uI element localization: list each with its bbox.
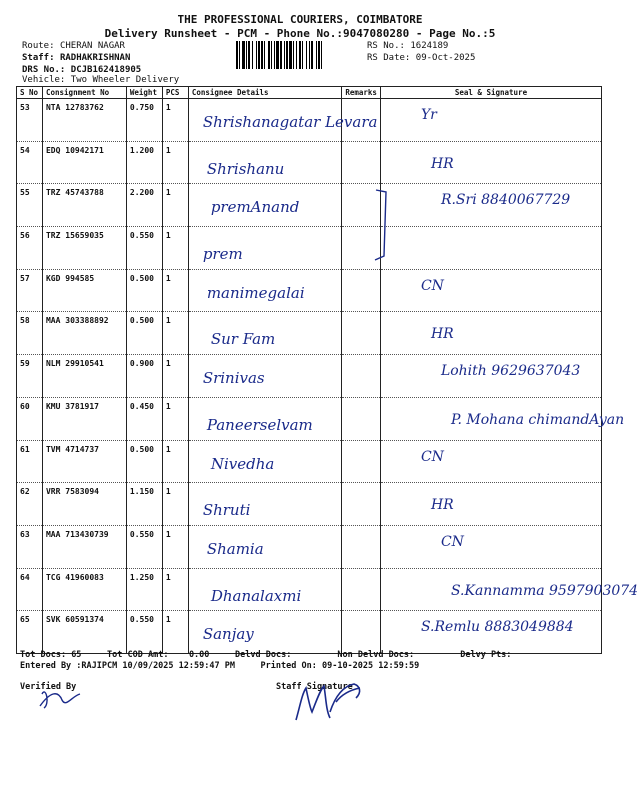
consignee-cell — [188, 440, 342, 483]
consignment-no-cell: NLM 29910541 — [42, 355, 126, 398]
consignee-cell — [188, 99, 378, 142]
barcode-bar — [256, 41, 257, 69]
remarks-cell — [342, 440, 381, 483]
table-row — [17, 525, 602, 568]
signature-handwriting: S.Remlu 8883049884 — [420, 619, 574, 636]
table-row — [17, 568, 602, 611]
sno-cell: 65 — [17, 611, 43, 654]
consignee-cell — [188, 184, 342, 227]
weight-cell: 0.550 — [126, 611, 162, 654]
col-header-sno: S No — [17, 87, 43, 99]
staff-signature-mark — [290, 676, 370, 726]
col-header-weight: Weight — [126, 87, 162, 99]
signature-handwriting: P. Mohana chimandAyan — [450, 411, 625, 428]
consignee-handwriting: Shrishanu — [206, 159, 285, 178]
rs-no-value: 1624189 — [410, 41, 449, 51]
signature-handwriting: Lohith 9629637043 — [440, 363, 581, 380]
signature-handwriting: HR — [430, 326, 454, 343]
barcode-bar — [271, 41, 272, 69]
vehicle-line — [22, 75, 179, 85]
consignment-no-cell: TCG 41960083 — [42, 568, 126, 611]
drs-line — [22, 65, 141, 75]
consignee-cell — [188, 269, 342, 312]
consignee-handwriting: Dhanalaxmi — [210, 586, 302, 605]
col-header-consignment: Consignment No — [42, 87, 126, 99]
barcode-bar — [252, 41, 253, 69]
table-row — [17, 397, 602, 440]
consignee-handwriting: Srinivas — [202, 369, 265, 388]
consignee-handwriting: Nivedha — [210, 454, 275, 473]
sno-cell: 62 — [17, 483, 43, 526]
seal-signature-cell — [380, 312, 601, 355]
sno-cell: 58 — [17, 312, 43, 355]
sno-cell: 54 — [17, 141, 43, 184]
consignment-no-cell: TVM 4714737 — [42, 440, 126, 483]
consignee-cell — [188, 483, 342, 526]
weight-cell: 0.500 — [126, 440, 162, 483]
delvd-docs-label: Delvd Docs: — [235, 650, 292, 660]
drs-label: DRS No.: — [22, 65, 66, 75]
barcode-bar — [306, 41, 307, 69]
barcode-bar — [309, 41, 310, 69]
barcode-bar — [286, 41, 288, 69]
rs-no-line — [367, 41, 448, 51]
table-row — [17, 440, 602, 483]
pcs-cell: 1 — [162, 483, 188, 526]
consignee-handwriting: Paneerselvam — [206, 415, 313, 434]
consignment-no-cell: NTA 12783762 — [42, 99, 126, 142]
weight-cell: 0.900 — [126, 355, 162, 398]
rs-no-label: RS No.: — [367, 41, 405, 51]
col-header-pcs: PCS — [162, 87, 188, 99]
entered-by-value: RAJIPCM 10/09/2025 12:59:47 PM — [81, 661, 235, 671]
barcode-bar — [302, 41, 303, 69]
barcode-bar — [274, 41, 275, 69]
weight-cell: 1.200 — [126, 141, 162, 184]
barcode-bar — [248, 41, 250, 69]
entered-line — [20, 661, 419, 671]
pcs-cell: 1 — [162, 525, 188, 568]
remarks-cell — [342, 483, 381, 526]
consignee-handwriting: Sur Fam — [210, 330, 276, 349]
weight-cell: 1.250 — [126, 568, 162, 611]
consignee-handwriting: manimegalai — [206, 283, 305, 302]
barcode-bar — [293, 41, 294, 69]
consignee-handwriting: Shamia — [206, 539, 264, 558]
consignee-cell — [188, 568, 342, 611]
seal-signature-cell — [380, 141, 601, 184]
table-row — [17, 355, 602, 398]
col-header-remarks: Remarks — [342, 87, 381, 99]
barcode-bar — [316, 41, 317, 69]
pcs-cell: 1 — [162, 99, 188, 142]
barcode-image — [236, 41, 362, 69]
route-line — [22, 41, 125, 51]
seal-signature-cell — [380, 184, 601, 227]
route-value: CHERAN NAGAR — [59, 41, 125, 51]
barcode-bar — [296, 41, 297, 69]
weight-cell: 0.500 — [126, 269, 162, 312]
pcs-cell: 1 — [162, 440, 188, 483]
consignee-handwriting: premAnand — [210, 198, 300, 217]
pcs-cell: 1 — [162, 269, 188, 312]
consignment-no-cell: TRZ 45743788 — [42, 184, 126, 227]
pcs-cell: 1 — [162, 141, 188, 184]
table-row — [17, 99, 602, 142]
sno-cell: 56 — [17, 227, 43, 270]
tot-docs-value: 65 — [71, 650, 82, 660]
sno-cell: 64 — [17, 568, 43, 611]
pcs-cell: 1 — [162, 611, 188, 654]
route-label: Route: — [22, 41, 55, 51]
barcode-bar — [268, 41, 270, 69]
consignee-cell — [188, 227, 342, 270]
weight-cell: 0.450 — [126, 397, 162, 440]
consignment-no-cell: SVK 60591374 — [42, 611, 126, 654]
weight-cell: 0.500 — [126, 312, 162, 355]
barcode-bar — [264, 41, 265, 69]
non-delvd-label: Non Delvd Docs: — [337, 650, 415, 660]
consignment-no-cell: MAA 303388892 — [42, 312, 126, 355]
barcode-bar — [289, 41, 292, 69]
entered-by-label: Entered By : — [20, 661, 82, 671]
seal-signature-cell — [380, 525, 601, 568]
tot-cod-value: 0.00 — [188, 650, 210, 660]
rs-date-line — [367, 53, 475, 63]
bracket-mark — [372, 186, 392, 266]
consignment-no-cell: EDQ 10942171 — [42, 141, 126, 184]
weight-cell: 0.550 — [126, 525, 162, 568]
delvy-pts-label: Delvy Pts: — [460, 650, 512, 660]
sno-cell: 55 — [17, 184, 43, 227]
sno-cell: 57 — [17, 269, 43, 312]
barcode-bar — [280, 41, 282, 69]
staff-label: Staff: — [22, 53, 55, 63]
seal-signature-cell — [380, 397, 625, 440]
printed-on-value: 09-10-2025 12:59:59 — [321, 661, 420, 671]
consignment-no-cell: MAA 713430739 — [42, 525, 126, 568]
consignee-handwriting: Sanjay — [202, 625, 254, 644]
signature-handwriting: CN — [440, 533, 464, 550]
remarks-cell — [342, 525, 381, 568]
remarks-cell — [342, 397, 381, 440]
sno-cell: 59 — [17, 355, 43, 398]
weight-cell: 2.200 — [126, 184, 162, 227]
table-row — [17, 269, 602, 312]
staff-signature-label: Staff Signature — [276, 682, 353, 692]
barcode-bar — [246, 41, 247, 69]
signature-handwriting: R.Sri 8840067729 — [440, 192, 571, 209]
consignment-no-cell: VRR 7583094 — [42, 483, 126, 526]
table-row — [17, 184, 602, 227]
pcs-cell: 1 — [162, 568, 188, 611]
table-row — [17, 312, 602, 355]
barcode-bar — [276, 41, 279, 69]
seal-signature-cell — [380, 227, 601, 270]
table-header-row — [17, 87, 602, 99]
sno-cell: 60 — [17, 397, 43, 440]
consignment-no-cell: KMU 3781917 — [42, 397, 126, 440]
sno-cell: 63 — [17, 525, 43, 568]
seal-signature-cell — [380, 99, 601, 142]
barcode-bar — [284, 41, 285, 69]
remarks-cell — [342, 611, 381, 654]
staff-line — [22, 53, 130, 63]
seal-signature-cell — [380, 568, 638, 611]
pcs-cell: 1 — [162, 184, 188, 227]
barcode-bar — [239, 41, 240, 69]
remarks-cell — [342, 141, 381, 184]
signature-handwriting: HR — [430, 155, 454, 172]
consignee-cell — [188, 355, 342, 398]
barcode-bar — [299, 41, 301, 69]
barcode-bar — [311, 41, 313, 69]
seal-signature-cell — [380, 440, 601, 483]
barcode-bar — [318, 41, 320, 69]
consignee-handwriting: prem — [202, 245, 243, 264]
consignee-cell — [188, 397, 342, 440]
barcode-bar — [236, 41, 238, 69]
totals-line — [20, 650, 511, 660]
signature-handwriting: S.Kannamma 9597903074 — [450, 582, 638, 599]
seal-signature-cell — [380, 483, 601, 526]
barcode-bar — [261, 41, 263, 69]
staff-value: RADHAKRISHNAN — [59, 53, 131, 63]
runsheet-subtitle: Delivery Runsheet - PCM - Phone No.:9047080280 - Page No.:5 — [104, 27, 496, 40]
drs-value: DCJB162418905 — [70, 65, 142, 75]
seal-signature-cell — [380, 269, 601, 312]
barcode-bar — [321, 41, 322, 69]
verified-by-label: Verified By — [20, 682, 77, 692]
weight-cell: 1.150 — [126, 483, 162, 526]
table-row — [17, 483, 602, 526]
table-row — [17, 141, 602, 184]
table-row — [17, 227, 602, 270]
barcode-bar — [258, 41, 260, 69]
seal-signature-cell — [380, 611, 601, 654]
consignee-handwriting: Shruti — [202, 501, 251, 520]
pcs-cell: 1 — [162, 397, 188, 440]
printed-on-label: Printed On: — [260, 661, 317, 671]
table-row — [17, 611, 602, 654]
col-header-signature: Seal & Signature — [380, 87, 601, 99]
weight-cell: 0.550 — [126, 227, 162, 270]
sno-cell: 61 — [17, 440, 43, 483]
pcs-cell: 1 — [162, 312, 188, 355]
sno-cell: 53 — [17, 99, 43, 142]
barcode-bar — [242, 41, 245, 69]
consignee-cell — [188, 611, 342, 654]
rs-date-value: 09-Oct-2025 — [415, 53, 476, 63]
col-header-consignee: Consignee Details — [188, 87, 342, 99]
remarks-cell — [342, 355, 381, 398]
pcs-cell: 1 — [162, 355, 188, 398]
tot-docs-label: Tot Docs: — [20, 650, 67, 660]
consignee-cell — [188, 141, 342, 184]
rs-date-label: RS Date: — [367, 53, 411, 63]
remarks-cell — [342, 312, 381, 355]
vehicle-label: Vehicle: — [22, 75, 66, 85]
tot-cod-label: Tot COD Amt: — [107, 650, 169, 660]
consignee-cell — [188, 525, 342, 568]
remarks-cell — [342, 568, 381, 611]
signature-handwriting: CN — [420, 277, 444, 294]
consignment-no-cell: KGD 994585 — [42, 269, 126, 312]
signature-handwriting: CN — [420, 448, 444, 465]
company-title: THE PROFESSIONAL COURIERS, COIMBATORE — [177, 13, 423, 26]
consignee-handwriting: Shrishanagatar Levara — [202, 113, 378, 131]
vehicle-value: Two Wheeler Delivery — [70, 75, 180, 85]
verified-signature — [36, 682, 86, 712]
runsheet-table — [16, 86, 638, 654]
seal-signature-cell — [380, 355, 601, 398]
weight-cell: 0.750 — [126, 99, 162, 142]
remarks-cell — [342, 269, 381, 312]
pcs-cell: 1 — [162, 227, 188, 270]
signature-handwriting: HR — [430, 497, 454, 514]
signature-handwriting: Yr — [420, 107, 437, 123]
consignee-cell — [188, 312, 342, 355]
consignment-no-cell: TRZ 15659035 — [42, 227, 126, 270]
